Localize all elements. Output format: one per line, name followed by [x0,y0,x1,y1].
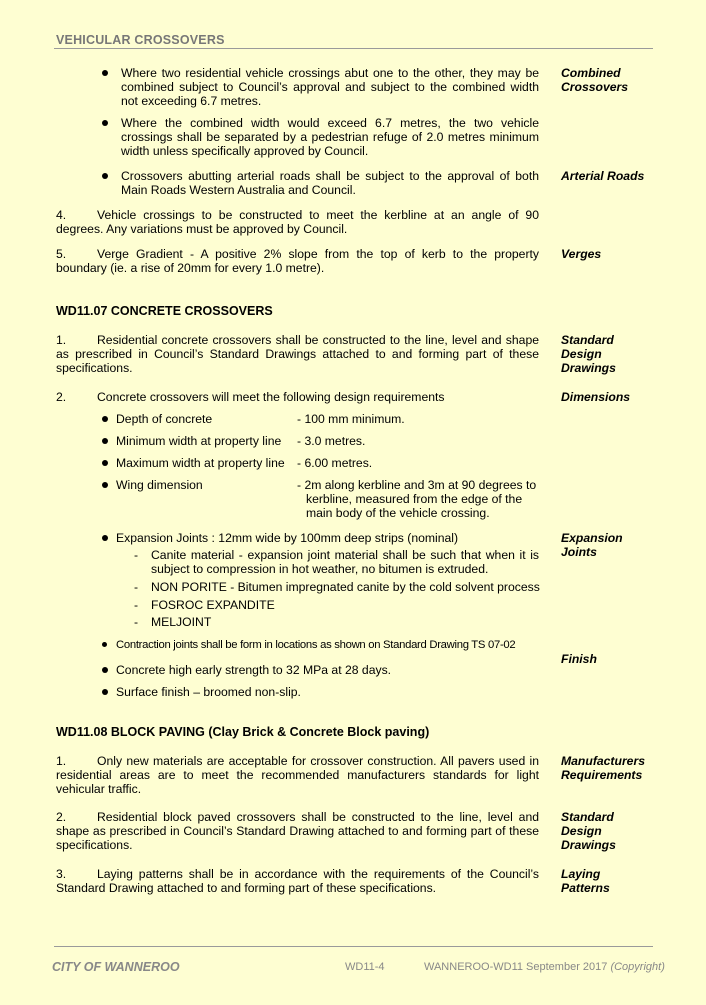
side-heading-standard-design [561,810,616,852]
concrete-p1-text: Residential concrete crossovers shall be constructed to the line, level and shape as prescribed in Council’s Standard Drawings attached to and forming part of these specifications. [56,333,539,375]
side-heading-standard-design [561,333,616,375]
side-line: Drawings [561,361,616,375]
side-heading-expansion [561,531,623,559]
spec-label: Maximum width at property line [116,456,285,470]
expansion-detail: FOSROC EXPANDITE [151,598,275,612]
concrete-p2-text: Concrete crossovers will meet the following design requirements [97,390,445,404]
side-line: Crossovers [561,80,629,94]
section-title-block-paving: WD11.08 BLOCK PAVING (Clay Brick & Concrete Block paving) [56,725,430,739]
side-heading-laying-patterns [561,867,610,895]
block-p1-text: Only new materials are acceptable for crossover construction. All pavers used in residential areas are to meet the recommended manufacturers standards for light vehicular traffic. [56,754,539,796]
spec-value: - 6.00 metres. [297,456,373,470]
running-header: VEHICULAR CROSSOVERS [56,33,225,47]
para-number: 4. [56,208,67,222]
side-heading-dimensions: Dimensions [561,390,631,404]
side-heading-finish: Finish [561,652,597,666]
separation-text: Where the combined width would exceed 6.7 metres, the two vehicle crossings shall be separated by a pedestrian refuge of 2.0 metres minimum width unless specifically approved by Council. [121,116,539,158]
side-line: Patterns [561,881,610,895]
dash-marker: - [134,580,139,594]
footer-doc-ref: WANNEROO-WD11 September 2017 [424,961,608,973]
surface-finish-text: Surface finish – broomed non-slip. [116,685,301,699]
contraction-joints-text: Contraction joints shall be form in locations as shown on Standard Drawing TS 07-02 [116,639,516,651]
spec-label: Depth of concrete [116,412,213,426]
para-number: 3. [56,867,67,881]
spec-value: - 2m along kerbline and 3m at 90 degrees to [297,478,537,492]
side-line: Joints [561,545,597,559]
spec-value: - 3.0 metres. [297,434,366,448]
strength-text: Concrete high early strength to 32 MPa at 28 days. [116,663,392,677]
side-line: Expansion [561,531,623,545]
para-number: 5. [56,247,67,261]
bullet [102,535,108,541]
block-p2-text: Residential block paved crossovers shall be constructed to the line, level and shape as prescribed in Council’s Standard Drawing attached to and forming part of these specifications. [56,810,539,852]
side-line: Design [561,824,602,838]
dash-marker: - [134,548,139,562]
bullet [102,460,108,466]
bullet [102,689,108,695]
bullet [102,642,107,647]
dash-marker: - [134,615,139,629]
bullet [102,667,108,673]
verge-gradient-text: Verge Gradient - A positive 2% slope from the top of kerb to the property boundary (ie. a rise of 20mm for every 1.0 metre). [56,247,539,275]
dash-marker: - [134,598,139,612]
side-line: Laying [561,867,601,881]
para-number: 1. [56,333,67,347]
footer-copyright: (Copyright) [610,961,665,973]
expansion-detail: Canite material - expansion joint material shall be such that when it is subject to compression in hot weather, no bitumen is extruded. [151,548,539,576]
footer-document-info [424,960,665,974]
expansion-detail: MELJOINT [151,615,212,629]
side-heading-arterial: Arterial Roads [561,169,645,183]
spec-label: Wing dimension [116,478,203,492]
side-heading-combined [561,66,628,94]
side-line: Drawings [561,838,616,852]
expansion-joints-text: Expansion Joints : 12mm wide by 100mm deep strips (nominal) [116,531,459,545]
arterial-text: Crossovers abutting arterial roads shall be subject to the approval of both Main Roads Western Australia and Council. [121,169,539,197]
bullet [102,416,108,422]
spec-value: main body of the vehicle crossing. [306,506,490,520]
side-line: Combined [561,66,621,80]
section-title-concrete: WD11.07 CONCRETE CROSSOVERS [56,304,273,318]
bullet [102,173,108,179]
side-line: Manufacturers [561,754,645,768]
combined-crossing-text: Where two residential vehicle crossings abut one to the other, they may be combined subject to Council’s approval and subject to the combined width not exceeding 6.7 metres. [121,66,539,108]
block-p3-text: Laying patterns shall be in accordance with the requirements of the Council’s Standard Drawing attached to and forming part of these specifications. [56,867,539,895]
footer-page-number: WD11-4 [345,961,385,973]
para-number: 2. [56,810,67,824]
kerbline-angle-text: Vehicle crossings to be constructed to meet the kerbline at an angle of 90 degrees. Any variations must be approved by Council. [56,208,539,236]
para-number: 1. [56,754,67,768]
footer-rule [54,946,653,947]
footer-organisation: CITY OF WANNEROO [52,960,180,974]
side-heading-manufacturers [561,754,645,782]
side-line: Design [561,347,602,361]
header-rule [54,48,653,49]
bullet [102,120,108,126]
side-line: Requirements [561,768,643,782]
bullet [102,482,108,488]
spec-value: - 100 mm minimum. [297,412,405,426]
expansion-detail: NON PORITE - Bitumen impregnated canite by the cold solvent process [151,580,540,594]
spec-value: kerbline, measured from the edge of the [306,492,523,506]
spec-label: Minimum width at property line [116,434,282,448]
side-line: Standard [561,810,614,824]
side-heading-verges: Verges [561,247,602,261]
bullet [102,438,108,444]
para-number: 2. [56,390,67,404]
bullet [102,70,108,76]
side-line: Standard [561,333,614,347]
